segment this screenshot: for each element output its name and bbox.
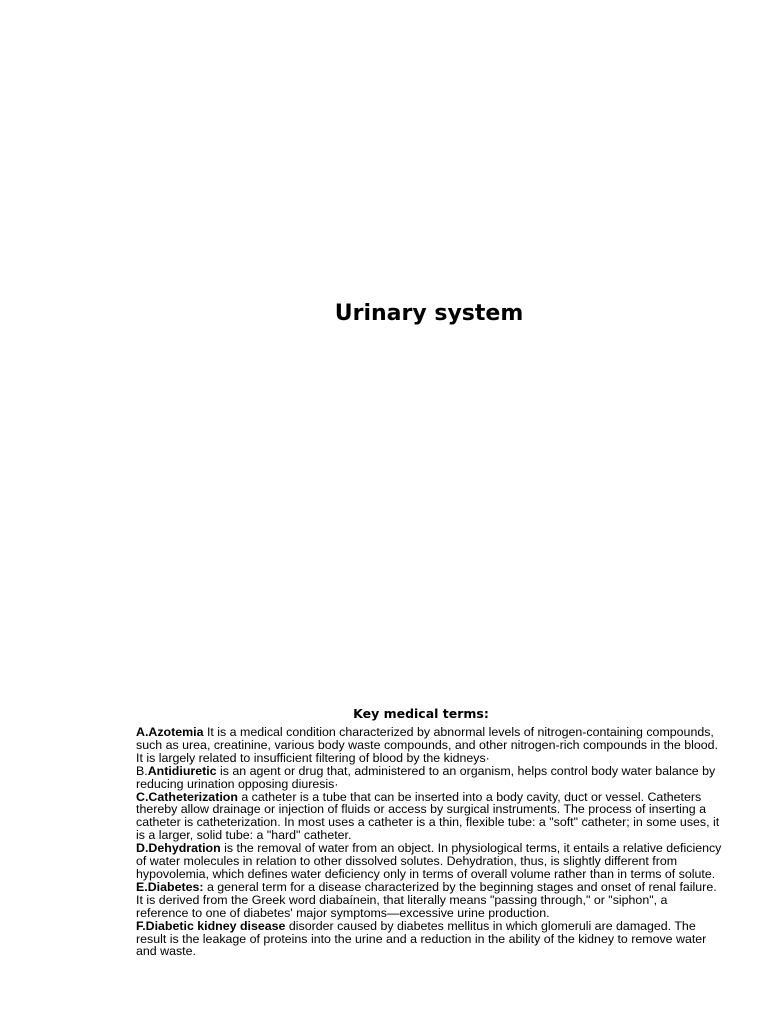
term-definition: It is a medical condition characterized by abnormal levels of nitrogen-containing compounds, such as urea, creatinine, various body waste compounds, and other nitrogen-rich compounds in the blood. It is largely related to insufficient filtering of blood by the kidneys·	[136, 725, 719, 765]
term-letter: D.	[136, 841, 149, 856]
term-name: Diabetic kidney disease	[145, 918, 286, 933]
page-title: Urinary system	[334, 301, 524, 326]
term-letter: F.	[136, 918, 146, 933]
term-entry-azotemia	[136, 726, 722, 765]
term-entry-antidiuretic	[136, 765, 722, 791]
term-name: Catheterization	[148, 789, 238, 804]
term-entry-catheterization	[136, 791, 722, 843]
term-entry-diabetic-kidney-disease	[136, 920, 722, 959]
terms-list	[136, 726, 722, 958]
term-definition: disorder caused by diabetes mellitus in which glomeruli are damaged. The result is the leakage of proteins into the urine and a reduction in the ability of the kidney to remove water and waste.	[136, 918, 707, 959]
term-name: Antidiuretic	[147, 763, 217, 778]
term-name: Dehydration	[148, 841, 221, 856]
term-letter: C.	[136, 789, 149, 804]
term-entry-dehydration	[136, 842, 722, 881]
term-letter: B.	[136, 763, 148, 778]
term-definition: a general term for a disease characterized by the beginning stages and onset of renal failure. It is derived from the Greek word diabaínein, that literally means "passing through," or "siphon", a reference to one of diabetes' major symptoms—excessive urine production.	[136, 879, 717, 920]
term-definition: is an agent or drug that, administered to an organism, helps control body water balance by reducing urination opposing diuresis·	[136, 763, 716, 791]
term-name: Azotemia	[148, 725, 204, 739]
term-letter: E.	[136, 879, 148, 894]
term-entry-diabetes	[136, 881, 722, 920]
term-definition: is the removal of water from an object. In physiological terms, it entails a relative deficiency of water molecules in relation to other dissolved solutes. Dehydration, thus, is slightly different from hypovolemia, which defines water deficiency only in terms of overall volume rather than in terms of solute.	[136, 841, 722, 881]
section-heading: Key medical terms:	[353, 706, 489, 721]
term-definition: a catheter is a tube that can be inserted into a body cavity, duct or vessel. Catheters thereby allow drainage or injection of fluids or access by surgical instruments. The process of inserting a catheter is catheterization. In most uses a catheter is a thin, flexible tube: a "soft" catheter; in some uses, it is a larger, solid tube: a "hard" catheter.	[136, 789, 720, 843]
term-letter: A.	[136, 725, 149, 739]
term-name: Diabetes:	[147, 879, 204, 894]
